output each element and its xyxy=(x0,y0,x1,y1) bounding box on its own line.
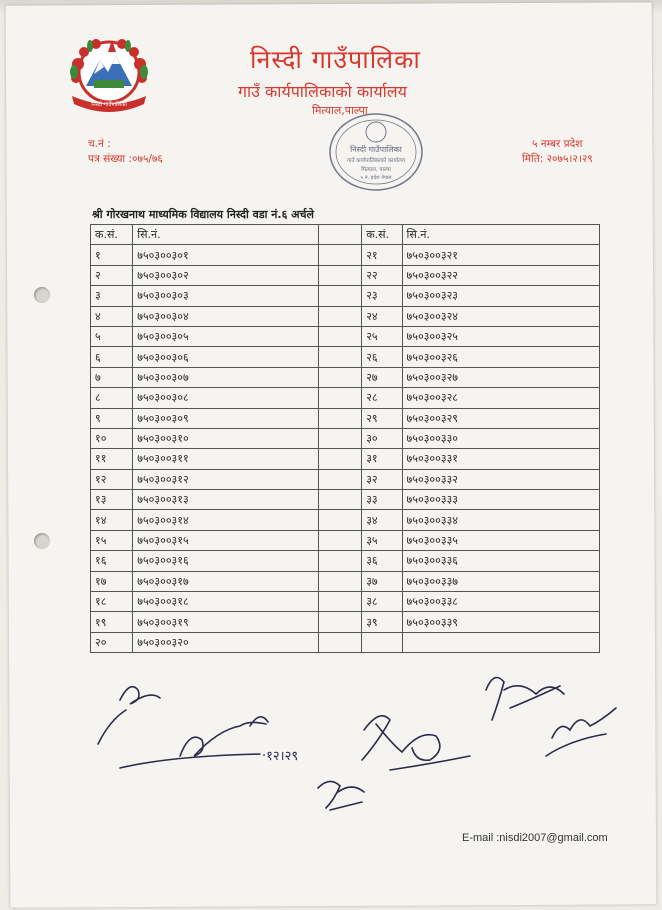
signature-6 xyxy=(318,781,364,810)
signature-1 xyxy=(98,687,160,744)
footer-email: E-mail :nisdi2007@gmail.com xyxy=(462,832,608,844)
cell-serial-left: ७५०३००३०६ xyxy=(133,347,319,367)
table-row xyxy=(91,326,600,346)
header-spacer xyxy=(319,225,362,245)
table-row xyxy=(91,612,600,632)
cell-sn-left: १० xyxy=(91,428,133,448)
cell-sn-left: १३ xyxy=(91,490,133,510)
cell-spacer xyxy=(319,286,362,306)
office-stamp-icon xyxy=(326,108,426,194)
cell-sn-right: २५ xyxy=(362,326,402,346)
cell-serial-left: ७५०३००३१५ xyxy=(133,530,319,550)
cell-serial-left: ७५०३००३०९ xyxy=(133,408,319,428)
signature-2 xyxy=(120,717,268,768)
cell-sn-right: ३५ xyxy=(362,530,402,550)
table-row xyxy=(91,367,600,387)
cell-sn-left: १९ xyxy=(91,612,133,632)
cell-serial-right: ७५०३००३२६ xyxy=(402,347,599,367)
cell-sn-left: ९ xyxy=(91,408,133,428)
table-row xyxy=(91,265,600,285)
cell-serial-right xyxy=(402,632,599,652)
cell-serial-left: ७५०३००३१० xyxy=(133,428,319,448)
cell-sn-right: २६ xyxy=(362,347,402,367)
cell-serial-left: ७५०३००३१६ xyxy=(133,551,319,571)
table-header-row xyxy=(91,225,600,245)
cell-sn-right: ३१ xyxy=(362,449,402,469)
cell-sn-left: ७ xyxy=(91,367,133,387)
table-row xyxy=(91,632,600,652)
header-serial-left: सि.नं. xyxy=(133,225,319,245)
table-row xyxy=(91,388,600,408)
cell-serial-left: ७५०३००३०१ xyxy=(133,245,319,265)
stamp-line-1: निस्दी गाउँपालिका xyxy=(350,145,402,154)
cell-sn-left: १५ xyxy=(91,530,133,550)
cell-serial-left: ७५०३००३०२ xyxy=(133,265,319,285)
table-row xyxy=(91,428,600,448)
cell-sn-left: ११ xyxy=(91,449,133,469)
cell-sn-right: ३९ xyxy=(362,612,402,632)
cell-serial-right: ७५०३००३२३ xyxy=(402,286,599,306)
cell-serial-right: ७५०३००३३२ xyxy=(402,469,599,489)
table-row xyxy=(91,510,600,530)
cell-sn-right: २७ xyxy=(362,367,402,387)
cell-sn-left: १६ xyxy=(91,551,133,571)
cell-serial-right: ७५०३००३३६ xyxy=(402,551,599,571)
cell-sn-right: २९ xyxy=(362,408,402,428)
cell-sn-left: २ xyxy=(91,265,133,285)
cell-spacer xyxy=(319,530,362,550)
header-serial-right: सि.नं. xyxy=(402,225,599,245)
cell-sn-left: ४ xyxy=(91,306,133,326)
cell-serial-left: ७५०३००३०३ xyxy=(133,286,319,306)
signature-4 xyxy=(486,678,564,721)
table-row xyxy=(91,245,600,265)
cell-sn-left: २० xyxy=(91,632,133,652)
cell-serial-left: ७५०३००३०८ xyxy=(133,388,319,408)
cell-sn-right: ३४ xyxy=(362,510,402,530)
cell-serial-left: ७५०३००३१४ xyxy=(133,510,319,530)
cell-sn-right: ३३ xyxy=(362,490,402,510)
table-row xyxy=(91,408,600,428)
cell-serial-left: ७५०३००३२० xyxy=(133,632,319,652)
cell-serial-left: ७५०३००३११ xyxy=(133,449,319,469)
cell-serial-right: ७५०३००३२२ xyxy=(402,265,599,285)
table-row xyxy=(91,592,600,612)
province-label: ५ नम्बर प्रदेश xyxy=(532,138,583,150)
cell-serial-left: ७५०३००३१८ xyxy=(133,592,319,612)
cell-serial-right: ७५०३००३३१ xyxy=(402,449,599,469)
cell-serial-left: ७५०३००३०५ xyxy=(133,326,319,346)
cell-sn-left: ५ xyxy=(91,326,133,346)
table-row xyxy=(91,449,600,469)
cell-spacer xyxy=(319,612,362,632)
cell-spacer xyxy=(319,632,362,652)
cell-serial-right: ७५०३००३२४ xyxy=(402,306,599,326)
cell-serial-right: ७५०३००३३८ xyxy=(402,592,599,612)
stamp-line-2: गाउँ कार्यपालिकाको कार्यालय xyxy=(346,158,406,164)
cell-serial-right: ७५०३००३३७ xyxy=(402,571,599,591)
cell-serial-left: ७५०३००३१९ xyxy=(133,612,319,632)
cell-spacer xyxy=(319,265,362,285)
office-subtitle: गाउँ कार्यपालिकाको कार्यालय xyxy=(238,82,407,101)
table-row xyxy=(91,490,600,510)
cell-serial-right: ७५०३००३२१ xyxy=(402,245,599,265)
table-row xyxy=(91,469,600,489)
cell-serial-right: ७५०३००३२७ xyxy=(402,367,599,387)
cell-serial-right: ७५०३००३३९ xyxy=(402,612,599,632)
cell-sn-right: २८ xyxy=(362,388,402,408)
cell-sn-right: ३२ xyxy=(362,469,402,489)
cell-sn-left: ३ xyxy=(91,286,133,306)
cell-serial-right: ७५०३००३२९ xyxy=(402,408,599,428)
cell-sn-left: ८ xyxy=(91,388,133,408)
cell-sn-right: ३० xyxy=(362,428,402,448)
cell-serial-right: ७५०३००३३५ xyxy=(402,530,599,550)
header-sn-right: क.सं. xyxy=(362,225,402,245)
cell-spacer xyxy=(319,510,362,530)
letter-date: मिति: २०७५।२।२९ xyxy=(522,153,593,165)
cell-sn-left: १ xyxy=(91,245,133,265)
cell-serial-left: ७५०३००३१३ xyxy=(133,490,319,510)
cell-sn-right: ३७ xyxy=(362,571,402,591)
cell-serial-left: ७५०३००३१२ xyxy=(133,469,319,489)
cell-serial-left: ७५०३००३०४ xyxy=(133,306,319,326)
punch-hole-bottom xyxy=(34,533,50,549)
cell-spacer xyxy=(319,347,362,367)
cell-serial-right: ७५०३००३३४ xyxy=(402,510,599,530)
cell-serial-left: ७५०३००३१७ xyxy=(133,571,319,591)
cell-spacer xyxy=(319,469,362,489)
cell-serial-right: ७५०३००३३३ xyxy=(402,490,599,510)
cell-serial-right: ७५०३००३२५ xyxy=(402,326,599,346)
cell-serial-right: ७५०३००३२८ xyxy=(402,388,599,408)
table-row xyxy=(91,306,600,326)
punch-hole-top xyxy=(34,287,50,303)
nepal-emblem-icon xyxy=(64,34,154,116)
stamp-line-3: मित्याल, पाल्पा xyxy=(361,167,391,173)
signature-note: ·१२।२९ xyxy=(262,749,299,764)
signature-3 xyxy=(362,716,470,770)
cell-serial-left: ७५०३००३०७ xyxy=(133,367,319,387)
cell-spacer xyxy=(319,326,362,346)
table-row xyxy=(91,347,600,367)
cell-sn-left: ६ xyxy=(91,347,133,367)
table-row xyxy=(91,286,600,306)
cell-sn-right: २३ xyxy=(362,286,402,306)
stamp-line-4: ५ नं. प्रदेश नेपाल xyxy=(360,175,392,181)
cell-spacer xyxy=(319,408,362,428)
cell-spacer xyxy=(319,551,362,571)
signature-5 xyxy=(546,708,616,756)
header-sn-left: क.सं. xyxy=(91,225,133,245)
cell-sn-right: २४ xyxy=(362,306,402,326)
cell-spacer xyxy=(319,367,362,387)
cell-sn-right: २२ xyxy=(362,265,402,285)
cell-spacer xyxy=(319,449,362,469)
cell-sn-left: १७ xyxy=(91,571,133,591)
cell-sn-right xyxy=(362,632,402,652)
office-title: निस्दी गाउँपालिका xyxy=(250,45,421,74)
signatures-area xyxy=(90,660,630,830)
office-place: मित्याल,पाल्पा xyxy=(312,104,368,117)
cell-spacer xyxy=(319,428,362,448)
letter-number: पत्र संख्या :०७५/७६ xyxy=(88,153,163,165)
cell-spacer xyxy=(319,490,362,510)
cell-serial-right: ७५०३००३३० xyxy=(402,428,599,448)
cell-spacer xyxy=(319,571,362,591)
cell-sn-right: ३८ xyxy=(362,592,402,612)
cell-spacer xyxy=(319,388,362,408)
table-row xyxy=(91,530,600,550)
table-row xyxy=(91,571,600,591)
cell-sn-right: २१ xyxy=(362,245,402,265)
cell-sn-left: १२ xyxy=(91,469,133,489)
cell-sn-left: १८ xyxy=(91,592,133,612)
table-row xyxy=(91,551,600,571)
cell-sn-left: १४ xyxy=(91,510,133,530)
cell-spacer xyxy=(319,592,362,612)
emblem-caption: निस्दी गाउँपालिका xyxy=(91,102,127,108)
cell-sn-right: ३६ xyxy=(362,551,402,571)
serial-number-table xyxy=(90,224,600,653)
cell-spacer xyxy=(319,306,362,326)
reference-label: च.नं : xyxy=(88,138,111,150)
cell-spacer xyxy=(319,245,362,265)
school-title: श्री गोरखनाथ माध्यमिक विद्यालय निस्दी वडा नं.६ अर्चले xyxy=(92,208,314,221)
